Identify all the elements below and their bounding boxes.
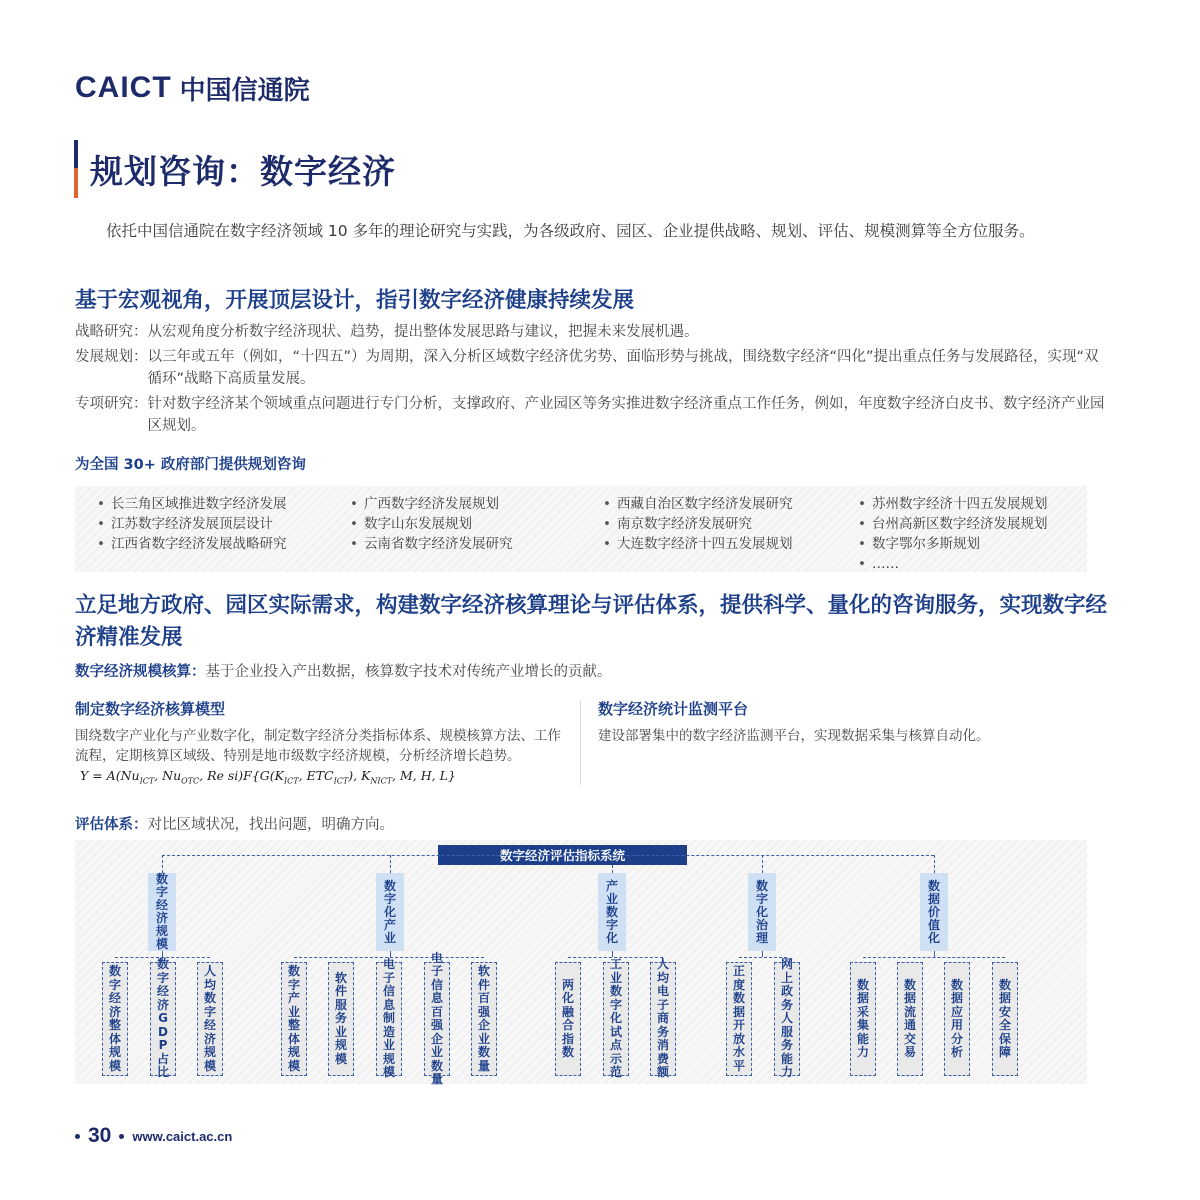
model-text: 围绕数字产业化与产业数字化，制定数字经济分类指标体系、规模核算方法、工作流程，定期核算区域级、特别是地市级数字经济规模，分析经济增长趋势。 (75, 728, 561, 764)
page-title-block (74, 140, 396, 198)
tree-indicator-node: 数 据 流 通 交 易 (897, 962, 923, 1076)
tree-indicator-node: 软 件 服 务 业 规 模 (328, 962, 354, 1076)
tree-category-node: 数 字 化 产 业 (376, 873, 404, 951)
definition-value: 从宏观角度分析数字经济现状、趋势，提出整体发展思路与建议，把握未来发展机遇。 (147, 324, 699, 340)
tree-indicator-node: 数 字 经 济 整 体 规 模 (102, 962, 128, 1076)
tree-indicator-node: 人 均 数 字 经 济 规 模 (197, 962, 223, 1076)
platform-text: 建设部署集中的数字经济监测平台，实现数据采集与核算自动化。 (598, 728, 990, 744)
page-footer (75, 1124, 232, 1148)
project-item: • …… (858, 554, 1047, 574)
logo-brand: CAICT (75, 71, 172, 104)
page-number: 30 (88, 1124, 112, 1147)
tree-indicator-node: 数 据 应 用 分 析 (944, 962, 970, 1076)
definition-key: 专项研究： (75, 396, 148, 412)
title-accent-bar (74, 140, 78, 198)
definition-key: 战略研究： (75, 324, 148, 340)
platform-title: 数字经济统计监测平台 (598, 700, 749, 718)
tree-connector (739, 957, 787, 958)
tree-connector (934, 951, 935, 957)
definition-item (75, 393, 1105, 437)
tree-indicator-node: 人 均 电 子 商 务 消 费 额 (650, 962, 676, 1076)
logo-name: 中国信通院 (179, 75, 310, 106)
tree-category-node: 数 据 价 值 化 (920, 873, 948, 951)
section1-heading: 基于宏观视角，开展顶层设计，指引数字经济健康持续发展 (75, 288, 635, 313)
projects-column (97, 494, 286, 554)
tree-indicator-node: 网 上 政 务 人 服 务 能 力 (774, 962, 800, 1076)
tree-connector (934, 855, 935, 873)
tree-indicator-node: 数 字 产 业 整 体 规 模 (281, 962, 307, 1076)
tree-category-node: 数 字 化 治 理 (748, 873, 776, 951)
project-item: • 数字鄂尔多斯规划 (858, 534, 1047, 554)
tree-connector (390, 855, 391, 873)
project-item: • 西藏自治区数字经济发展研究 (603, 494, 792, 514)
tree-category-node: 产 业 数 字 化 (598, 873, 626, 951)
project-item: • 长三角区域推进数字经济发展 (97, 494, 286, 514)
project-item: • 大连数字经济十四五发展规划 (603, 534, 792, 554)
scale-value: 基于企业投入产出数据，核算数字技术对传统产业增长的贡献。 (205, 664, 612, 680)
tree-indicator-node: 电 子 信 息 制 造 业 规 模 (376, 962, 402, 1076)
footer-bullet (119, 1134, 124, 1139)
tree-indicator-node: 软 件 百 强 企 业 数 量 (471, 962, 497, 1076)
tree-connector (762, 951, 763, 957)
tree-indicator-node: 数 据 安 全 保 障 (992, 962, 1018, 1076)
model-title: 制定数字经济核算模型 (75, 700, 226, 718)
tree-connector (162, 855, 163, 873)
project-item: • 江西省数字经济发展战略研究 (97, 534, 286, 554)
definition-item (75, 346, 1105, 390)
project-item: • 广西数字经济发展规划 (350, 494, 512, 514)
project-item: • 台州高新区数字经济发展规划 (858, 514, 1047, 534)
projects-column (858, 494, 1047, 574)
footer-bullet (75, 1134, 80, 1139)
tree-connector (162, 855, 934, 856)
scale-key: 数字经济规模核算： (75, 664, 206, 680)
section2-heading: 立足地方政府、园区实际需求，构建数字经济核算理论与评估体系，提供科学、量化的咨询服务，实现数字经济精准发展 (75, 593, 1108, 650)
accounting-formula: $Y = A(Nu_{ICT}$, $Nu_{OTC}$, Re $si)F\{G(K_{ICT}$, $ETC_{ICT}$), $K_{NICT}$, M, H, L} (80, 768, 456, 786)
intro-paragraph: 依托中国信通院在数字经济领域 10 多年的理论研究与实践，为各级政府、园区、企业提供战略、规划、评估、规模测算等全方位服务。 (106, 222, 1035, 240)
tree-indicator-node: 数 据 采 集 能 力 (850, 962, 876, 1076)
page-title: 规划咨询：数字经济 (90, 151, 396, 191)
eval-value: 对比区域状况，找出问题，明确方向。 (147, 817, 394, 833)
tree-indicator-node: 电 子 信 息 百 强 企 业 数 量 (424, 962, 450, 1076)
project-item: • 苏州数字经济十四五发展规划 (858, 494, 1047, 514)
tree-category-node: 数 字 经 济 规 模 (148, 873, 176, 951)
scale-line (75, 660, 612, 681)
tree-indicator-node: 正 度 数 据 开 放 水 平 (726, 962, 752, 1076)
tree-connector (612, 951, 613, 957)
projects-column (350, 494, 512, 554)
eval-key: 评估体系： (75, 817, 148, 833)
projects-box (75, 486, 1087, 572)
tree-connector (863, 957, 1005, 958)
project-item: • 南京数字经济发展研究 (603, 514, 792, 534)
definition-value: 针对数字经济某个领域重点问题进行专门分析，支撑政府、产业园区等务实推进数字经济重点工作任务，例如，年度数字经济白皮书、数字经济产业园区规划。 (147, 396, 1105, 434)
column-divider (580, 700, 581, 785)
projects-subheading: 为全国 30+ 政府部门提供规划咨询 (75, 457, 306, 473)
tree-indicator-node: 工 业 数 字 化 试 点 示 范 (603, 962, 629, 1076)
project-item: • 数字山东发展规划 (350, 514, 512, 534)
project-item: • 江苏数字经济发展顶层设计 (97, 514, 286, 534)
tree-connector (612, 855, 613, 873)
section1-definitions (75, 321, 1105, 440)
definition-item (75, 321, 1105, 343)
tree-indicator-node: 两 化 融 合 指 数 (555, 962, 581, 1076)
definition-value: 以三年或五年（例如，“十四五”）为周期，深入分析区域数字经济优劣势、面临形势与挑战，围绕数字经济“四化”提出重点任务与发展路径，实现“双循环”战略下高质量发展。 (147, 349, 1099, 387)
tree-root-node: 数字经济评估指标系统 (438, 845, 687, 865)
projects-column (603, 494, 792, 554)
tree-indicator-node: 数 字 经 济 G D P 占 比 (150, 962, 176, 1076)
footer-url: www.caict.ac.cn (132, 1128, 233, 1144)
definition-key: 发展规划： (75, 349, 148, 365)
tree-connector (762, 855, 763, 873)
project-item: • 云南省数字经济发展研究 (350, 534, 512, 554)
eval-line (75, 813, 394, 834)
caict-logo (75, 70, 310, 106)
